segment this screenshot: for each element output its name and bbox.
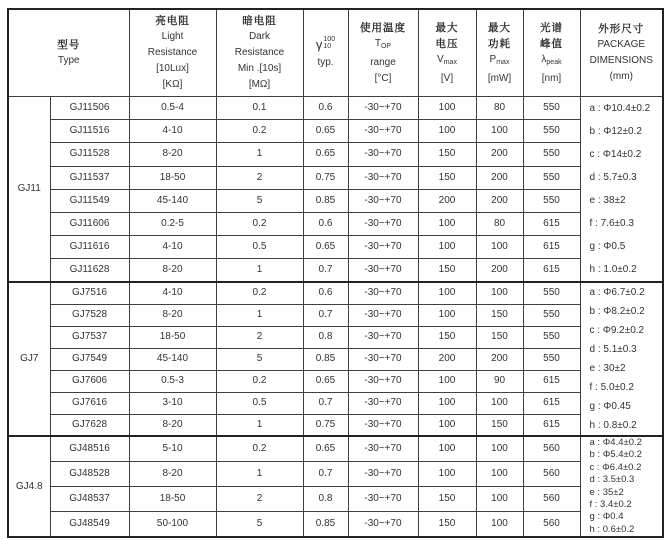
table-row bbox=[8, 414, 663, 436]
pkg-dim-line: f : 7.6±0.3 bbox=[589, 218, 634, 229]
lambda-peak-cell: 560 bbox=[523, 512, 580, 537]
spec-table bbox=[7, 8, 664, 538]
pkg-dim-line: h : 1.0±0.2 bbox=[589, 264, 637, 275]
pmax-cell: 100 bbox=[476, 487, 523, 512]
table-row bbox=[8, 120, 663, 143]
vmax-cell: 100 bbox=[418, 97, 476, 120]
table-row bbox=[8, 370, 663, 392]
light-resistance-cell: 8-20 bbox=[129, 304, 216, 326]
table-row bbox=[8, 326, 663, 348]
light-resistance-cell: 8-20 bbox=[129, 414, 216, 436]
table-row bbox=[8, 392, 663, 414]
temp-range-cell: -30~+70 bbox=[348, 461, 418, 486]
light-resistance-cell: 4-10 bbox=[129, 120, 216, 143]
gamma-cell: 0.65 bbox=[303, 236, 348, 259]
package-dimensions-gj7 bbox=[580, 282, 663, 436]
pmax-cell: 100 bbox=[476, 282, 523, 304]
vmax-cell: 100 bbox=[418, 461, 476, 486]
gamma-cell: 0.6 bbox=[303, 97, 348, 120]
dark-resistance-cell: 0.2 bbox=[216, 212, 303, 235]
pmax-cell: 100 bbox=[476, 236, 523, 259]
gamma-cell: 0.75 bbox=[303, 166, 348, 189]
light-resistance-cell: 50-100 bbox=[129, 512, 216, 537]
table-row bbox=[8, 189, 663, 212]
gamma-cell: 0.7 bbox=[303, 304, 348, 326]
table-row bbox=[8, 236, 663, 259]
dark-resistance-cell: 1 bbox=[216, 461, 303, 486]
gamma-cell: 0.6 bbox=[303, 212, 348, 235]
gamma-cell: 0.65 bbox=[303, 120, 348, 143]
pkg-dim-line: d : 5.7±0.3 bbox=[589, 172, 637, 183]
temp-range-cell: -30~+70 bbox=[348, 143, 418, 166]
model-cell: GJ11549 bbox=[50, 189, 129, 212]
dark-resistance-cell: 1 bbox=[216, 414, 303, 436]
pkg-dim-line: b : Φ8.2±0.2 bbox=[589, 306, 645, 317]
dark-resistance-cell: 1 bbox=[216, 259, 303, 282]
light-resistance-cell: 8-20 bbox=[129, 461, 216, 486]
table-row bbox=[8, 166, 663, 189]
pmax-cell: 100 bbox=[476, 392, 523, 414]
gamma-cell: 0.85 bbox=[303, 189, 348, 212]
model-cell: GJ11606 bbox=[50, 212, 129, 235]
table-row bbox=[8, 282, 663, 304]
gamma-cell: 0.8 bbox=[303, 326, 348, 348]
pkg-dim-line: a : Φ4.4±0.2 bbox=[589, 437, 642, 448]
lambda-peak-cell: 550 bbox=[523, 304, 580, 326]
gamma-symbol: γ bbox=[315, 36, 323, 52]
gamma-cell: 0.7 bbox=[303, 259, 348, 282]
light-resistance-cell: 8-20 bbox=[129, 143, 216, 166]
table-row bbox=[8, 512, 663, 537]
header-dark-resistance: 暗电阻 Dark Resistance Min .[10s] [MΩ] bbox=[216, 9, 303, 97]
vmax-cell: 200 bbox=[418, 189, 476, 212]
gamma-cell: 0.75 bbox=[303, 414, 348, 436]
table-row bbox=[8, 143, 663, 166]
lambda-peak-cell: 560 bbox=[523, 487, 580, 512]
pkg-dim-line: e : 38±2 bbox=[589, 195, 626, 206]
dark-resistance-cell: 0.1 bbox=[216, 97, 303, 120]
temp-range-cell: -30~+70 bbox=[348, 189, 418, 212]
vmax-cell: 100 bbox=[418, 392, 476, 414]
model-cell: GJ48528 bbox=[50, 461, 129, 486]
lambda-peak-cell: 550 bbox=[523, 97, 580, 120]
light-resistance-cell: 45-140 bbox=[129, 189, 216, 212]
model-cell: GJ7616 bbox=[50, 392, 129, 414]
light-resistance-cell: 18-50 bbox=[129, 326, 216, 348]
dark-resistance-cell: 0.5 bbox=[216, 392, 303, 414]
model-cell: GJ48516 bbox=[50, 436, 129, 461]
table-row bbox=[8, 304, 663, 326]
vmax-cell: 100 bbox=[418, 414, 476, 436]
table-row bbox=[8, 212, 663, 235]
pkg-dim-line: f : 3.4±0.2 bbox=[589, 499, 632, 511]
lambda-peak-cell: 615 bbox=[523, 392, 580, 414]
pmax-cell: 80 bbox=[476, 97, 523, 120]
lambda-peak-cell: 615 bbox=[523, 236, 580, 259]
temp-range-cell: -30~+70 bbox=[348, 259, 418, 282]
dark-resistance-cell: 5 bbox=[216, 512, 303, 537]
pkg-dim-line: b : Φ12±0.2 bbox=[589, 126, 642, 137]
vmax-cell: 150 bbox=[418, 487, 476, 512]
table-row bbox=[8, 97, 663, 120]
pmax-cell: 150 bbox=[476, 414, 523, 436]
table-row bbox=[8, 487, 663, 512]
model-cell: GJ7628 bbox=[50, 414, 129, 436]
dark-resistance-cell: 1 bbox=[216, 304, 303, 326]
pkg-dim-line: h : 0.8±0.2 bbox=[589, 420, 637, 431]
temp-range-cell: -30~+70 bbox=[348, 120, 418, 143]
light-resistance-cell: 0.2-5 bbox=[129, 212, 216, 235]
group-label-gj7: GJ7 bbox=[8, 282, 50, 436]
pkg-dim-line: h : 0.6±0.2 bbox=[589, 523, 635, 535]
temp-range-cell: -30~+70 bbox=[348, 436, 418, 461]
header-light-resistance: 亮电阻 Light Resistance [10Lux] [KΩ] bbox=[129, 9, 216, 97]
pkg-dim-line: d : 3.5±0.3 bbox=[589, 474, 635, 486]
temp-range-cell: -30~+70 bbox=[348, 348, 418, 370]
lambda-peak-cell: 550 bbox=[523, 166, 580, 189]
temp-range-cell: -30~+70 bbox=[348, 414, 418, 436]
vmax-cell: 150 bbox=[418, 143, 476, 166]
pmax-cell: 100 bbox=[476, 512, 523, 537]
model-cell: GJ7606 bbox=[50, 370, 129, 392]
pmax-cell: 200 bbox=[476, 143, 523, 166]
dark-resistance-cell: 2 bbox=[216, 166, 303, 189]
pmax-cell: 80 bbox=[476, 212, 523, 235]
pkg-dim-line: a : Φ6.7±0.2 bbox=[589, 287, 645, 298]
pmax-cell: 90 bbox=[476, 370, 523, 392]
model-cell: GJ11628 bbox=[50, 259, 129, 282]
table-row bbox=[8, 436, 663, 461]
gamma-cell: 0.85 bbox=[303, 512, 348, 537]
header-max-power: 最大 功耗 $P_{max}$ [mW] bbox=[476, 9, 523, 97]
lambda-peak-cell: 550 bbox=[523, 326, 580, 348]
temp-range-cell: -30~+70 bbox=[348, 236, 418, 259]
pkg-dim-line: a : Φ10.4±0.2 bbox=[589, 103, 651, 114]
temp-range-cell: -30~+70 bbox=[348, 97, 418, 120]
vmax-cell: 150 bbox=[418, 166, 476, 189]
group-label-gj48: GJ4.8 bbox=[8, 436, 50, 537]
table-row bbox=[8, 461, 663, 486]
lambda-peak-cell: 560 bbox=[523, 436, 580, 461]
pkg-dim-line: c : Φ9.2±0.2 bbox=[589, 325, 645, 336]
lambda-peak-cell: 550 bbox=[523, 348, 580, 370]
lambda-peak-cell: 550 bbox=[523, 189, 580, 212]
model-cell: GJ11516 bbox=[50, 120, 129, 143]
pmax-cell: 200 bbox=[476, 259, 523, 282]
temp-range-cell: -30~+70 bbox=[348, 304, 418, 326]
model-cell: GJ11506 bbox=[50, 97, 129, 120]
temp-range-cell: -30~+70 bbox=[348, 370, 418, 392]
lambda-peak-cell: 615 bbox=[523, 259, 580, 282]
temp-range-cell: -30~+70 bbox=[348, 326, 418, 348]
header-gamma: γ 100 10 typ. bbox=[303, 9, 348, 97]
gamma-cell: 0.8 bbox=[303, 487, 348, 512]
pmax-cell: 200 bbox=[476, 348, 523, 370]
dark-resistance-cell: 5 bbox=[216, 348, 303, 370]
table-row bbox=[8, 259, 663, 282]
lambda-peak-cell: 615 bbox=[523, 370, 580, 392]
model-cell: GJ11616 bbox=[50, 236, 129, 259]
temp-range-cell: -30~+70 bbox=[348, 392, 418, 414]
gamma-cell: 0.6 bbox=[303, 282, 348, 304]
dark-resistance-cell: 0.2 bbox=[216, 436, 303, 461]
gamma-cell: 0.65 bbox=[303, 436, 348, 461]
gamma-cell: 0.7 bbox=[303, 461, 348, 486]
pkg-dim-line: d : 5.1±0.3 bbox=[589, 344, 637, 355]
model-cell: GJ11537 bbox=[50, 166, 129, 189]
light-resistance-cell: 18-50 bbox=[129, 487, 216, 512]
header-type-zh: 型号 bbox=[57, 39, 81, 51]
header-operating-temp: 使用温度 $T_{OP}$ range [°C] bbox=[348, 9, 418, 97]
lambda-peak-cell: 615 bbox=[523, 414, 580, 436]
light-resistance-cell: 18-50 bbox=[129, 166, 216, 189]
model-cell: GJ7528 bbox=[50, 304, 129, 326]
light-resistance-cell: 5-10 bbox=[129, 436, 216, 461]
light-resistance-cell: 45-140 bbox=[129, 348, 216, 370]
light-resistance-cell: 4-10 bbox=[129, 236, 216, 259]
model-cell: GJ7537 bbox=[50, 326, 129, 348]
vmax-cell: 150 bbox=[418, 326, 476, 348]
temp-range-cell: -30~+70 bbox=[348, 512, 418, 537]
table-row bbox=[8, 348, 663, 370]
temp-range-cell: -30~+70 bbox=[348, 487, 418, 512]
pkg-dim-line: e : 35±2 bbox=[589, 486, 624, 498]
model-cell: GJ7549 bbox=[50, 348, 129, 370]
gamma-cell: 0.65 bbox=[303, 143, 348, 166]
pkg-dim-line: g : Φ0.45 bbox=[589, 401, 631, 412]
temp-range-cell: -30~+70 bbox=[348, 166, 418, 189]
light-resistance-cell: 3-10 bbox=[129, 392, 216, 414]
pkg-dim-line: c : Φ6.4±0.2 bbox=[589, 461, 642, 473]
dark-resistance-cell: 0.2 bbox=[216, 282, 303, 304]
pkg-dim-line: b : Φ5.4±0.2 bbox=[589, 449, 642, 461]
vmax-cell: 150 bbox=[418, 259, 476, 282]
gamma-exponents: 100 10 bbox=[323, 35, 336, 50]
package-dimensions-gj11 bbox=[580, 97, 663, 283]
lambda-peak-cell: 560 bbox=[523, 461, 580, 486]
pmax-cell: 100 bbox=[476, 120, 523, 143]
pmax-cell: 200 bbox=[476, 166, 523, 189]
pmax-cell: 200 bbox=[476, 189, 523, 212]
light-resistance-cell: 4-10 bbox=[129, 282, 216, 304]
temp-range-cell: -30~+70 bbox=[348, 212, 418, 235]
model-cell: GJ48537 bbox=[50, 487, 129, 512]
model-cell: GJ7516 bbox=[50, 282, 129, 304]
vmax-cell: 100 bbox=[418, 370, 476, 392]
vmax-cell: 100 bbox=[418, 120, 476, 143]
pkg-dim-line: g : Φ0.5 bbox=[589, 241, 626, 252]
group-label-gj11: GJ11 bbox=[8, 97, 50, 283]
lambda-peak-cell: 550 bbox=[523, 282, 580, 304]
pmax-cell: 100 bbox=[476, 461, 523, 486]
vmax-cell: 100 bbox=[418, 304, 476, 326]
gamma-cell: 0.7 bbox=[303, 392, 348, 414]
header-row bbox=[8, 9, 663, 97]
light-resistance-cell: 8-20 bbox=[129, 259, 216, 282]
header-package-dimensions: 外形尺寸 PACKAGE DIMENSIONS (mm) bbox=[580, 9, 663, 97]
vmax-cell: 200 bbox=[418, 348, 476, 370]
dark-resistance-cell: 5 bbox=[216, 189, 303, 212]
vmax-cell: 150 bbox=[418, 512, 476, 537]
temp-range-cell: -30~+70 bbox=[348, 282, 418, 304]
pmax-cell: 150 bbox=[476, 304, 523, 326]
gamma-cell: 0.65 bbox=[303, 370, 348, 392]
dark-resistance-cell: 0.2 bbox=[216, 120, 303, 143]
light-resistance-cell: 0.5-3 bbox=[129, 370, 216, 392]
dark-resistance-cell: 2 bbox=[216, 487, 303, 512]
vmax-cell: 100 bbox=[418, 212, 476, 235]
model-cell: GJ11528 bbox=[50, 143, 129, 166]
lambda-peak-cell: 615 bbox=[523, 212, 580, 235]
dark-resistance-cell: 0.5 bbox=[216, 236, 303, 259]
header-spectral-peak: 光谱 峰值 $\lambda_{peak}$ [nm] bbox=[523, 9, 580, 97]
pkg-dim-line: c : Φ14±0.2 bbox=[589, 149, 642, 160]
pkg-dim-line: f : 5.0±0.2 bbox=[589, 382, 634, 393]
header-type bbox=[8, 9, 129, 97]
light-resistance-cell: 0.5-4 bbox=[129, 97, 216, 120]
header-max-voltage: 最大 电压 $V_{max}$ [V] bbox=[418, 9, 476, 97]
gamma-cell: 0.85 bbox=[303, 348, 348, 370]
dark-resistance-cell: 2 bbox=[216, 326, 303, 348]
package-dimensions-gj48 bbox=[580, 436, 663, 537]
model-cell: GJ48549 bbox=[50, 512, 129, 537]
vmax-cell: 100 bbox=[418, 282, 476, 304]
dark-resistance-cell: 0.2 bbox=[216, 370, 303, 392]
pmax-cell: 150 bbox=[476, 326, 523, 348]
header-type-en: Type bbox=[57, 55, 80, 66]
vmax-cell: 100 bbox=[418, 436, 476, 461]
lambda-peak-cell: 550 bbox=[523, 143, 580, 166]
pkg-dim-line: g : Φ0.4 bbox=[589, 511, 624, 523]
dark-resistance-cell: 1 bbox=[216, 143, 303, 166]
vmax-cell: 100 bbox=[418, 236, 476, 259]
pmax-cell: 100 bbox=[476, 436, 523, 461]
lambda-peak-cell: 550 bbox=[523, 120, 580, 143]
pkg-dim-line: e : 30±2 bbox=[589, 363, 626, 374]
